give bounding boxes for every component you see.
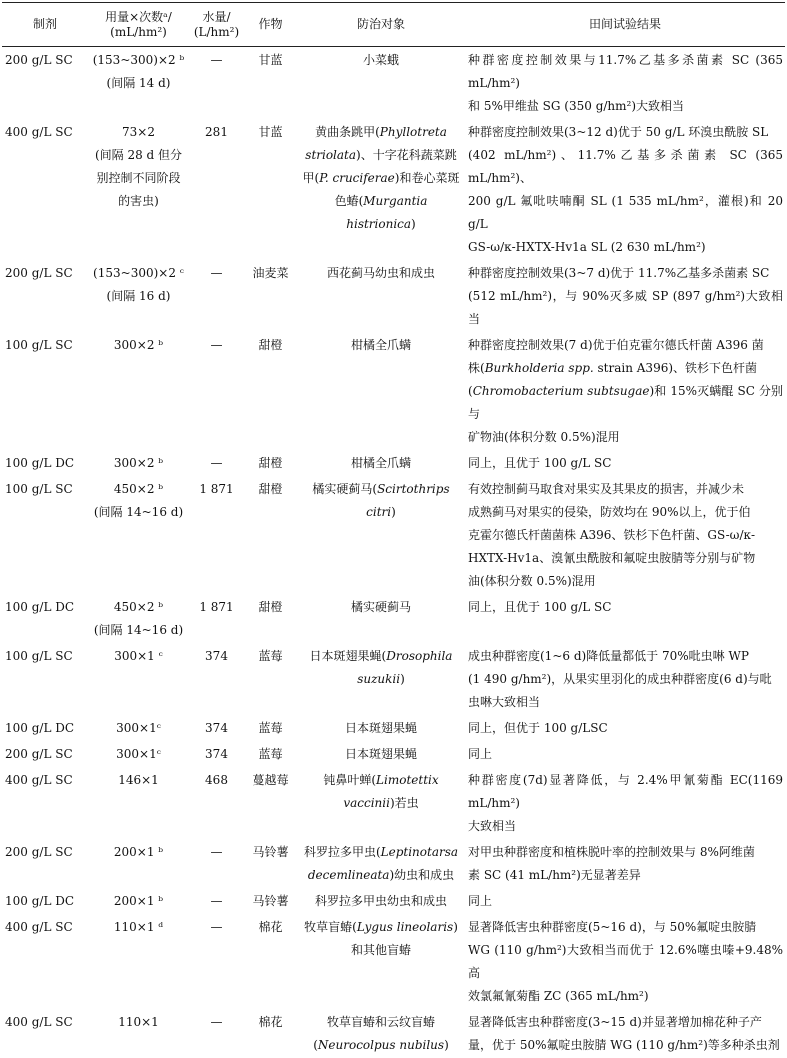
cell-water: —: [210, 920, 223, 934]
result-line: 株(: [468, 361, 485, 375]
cell-crop: 棉花: [258, 920, 283, 934]
result-line: (402 mL/hm²)、11.7%乙基多杀菌素 SC (365 mL/hm²)、: [468, 148, 783, 185]
result-line: 种群密度控制效果与11.7%乙基多杀菌素 SC (365 mL/hm²): [468, 53, 783, 90]
cell-result: [465, 260, 785, 332]
cell-formulation: 400 g/L SC: [5, 773, 73, 787]
result-line: 油(体积分数 0.5%)混用: [468, 574, 596, 588]
target-text: 牧草盲蝽和云纹盲蝽: [326, 1015, 435, 1029]
target-text: 橘实硬蓟马: [350, 600, 411, 614]
target-latin-name: vaccinii: [343, 796, 390, 810]
table-row: [2, 767, 785, 839]
cell-formulation: 200 g/L SC: [5, 53, 73, 67]
target-text: 和其他盲蝽: [350, 943, 411, 957]
cell-target: [297, 643, 465, 715]
cell-result: [465, 450, 785, 476]
cell-target: [297, 332, 465, 450]
result-line: 同上，且优于 100 g/L SC: [468, 600, 612, 614]
target-latin-name: Limotettix: [376, 773, 439, 787]
cell-target: [297, 450, 465, 476]
target-text: 日本斑翅果蝇: [344, 721, 417, 735]
result-line: 同上: [468, 747, 493, 761]
cell-crop: 甜橙: [258, 456, 283, 470]
cell-crop: 蓝莓: [258, 649, 283, 663]
result-line: 有效控制蓟马取食对果实及其果皮的损害，并减少未: [468, 482, 745, 496]
result-line: 量，优于 50%氟啶虫胺腈 WG (110 g/hm²)等多种杀虫剂: [468, 1038, 780, 1052]
result-line: 矿物油(体积分数 0.5%)混用: [468, 430, 620, 444]
result-line: (1 490 g/hm²)，从果实里羽化的成虫种群密度(6 d)与吡: [468, 672, 772, 686]
cell-water: —: [210, 845, 223, 859]
result-line: 种群密度(7d)显著降低，与 2.4%甲氰菊酯 EC(1169 mL/hm²): [468, 773, 783, 810]
cell-dosage: 200×1 ᵇ: [113, 894, 164, 908]
cell-result: [465, 888, 785, 914]
cell-dosage: 450×2 ᵇ (间隔 14~16 d): [93, 600, 184, 637]
cell-dosage: (153~300)×2 ᵇ (间隔 14 d): [92, 53, 185, 90]
header-formulation: 制剂: [2, 3, 88, 47]
result-line: (: [468, 384, 473, 398]
target-text: 钝鼻叶蝉(: [323, 773, 377, 787]
target-latin-name: Lygus lineolaris: [356, 920, 454, 934]
cell-target: [297, 476, 465, 594]
cell-target: [297, 715, 465, 741]
field-trial-table: [2, 2, 785, 1058]
target-text: 小菜蛾: [362, 53, 399, 67]
target-latin-name: suzukii: [357, 672, 401, 686]
result-line: 虫啉大致相当: [468, 695, 541, 709]
target-text: ): [400, 672, 405, 686]
target-latin-name: striolata: [305, 148, 357, 162]
cell-water: 374: [205, 649, 228, 663]
result-line: 大致相当: [468, 819, 517, 833]
table-row: [2, 839, 785, 888]
cell-crop: 蓝莓: [258, 747, 283, 761]
target-latin-name: decemlineata: [307, 868, 390, 882]
target-text: )、十字花科蔬菜跳: [356, 148, 457, 162]
target-latin-name: Neurocolpus nubilus: [317, 1038, 445, 1052]
cell-target: [297, 260, 465, 332]
cell-formulation: 100 g/L DC: [5, 456, 75, 470]
target-text: 黄曲条跳甲(: [315, 125, 380, 139]
cell-target: [297, 767, 465, 839]
cell-result: [465, 839, 785, 888]
table-row: [2, 332, 785, 450]
target-text: ): [444, 1038, 449, 1052]
cell-water: —: [210, 456, 223, 470]
target-text: 科罗拉多甲虫幼虫和成虫: [314, 894, 447, 908]
cell-water: 374: [205, 747, 228, 761]
cell-dosage: 450×2 ᵇ (间隔 14~16 d): [93, 482, 184, 519]
cell-dosage: 300×2 ᵇ: [113, 456, 164, 470]
cell-water: 374: [205, 721, 228, 735]
result-line: HXTX-Hv1a、溴氰虫酰胺和氟啶虫胺腈等分别与矿物: [468, 551, 756, 565]
cell-result: [465, 1009, 785, 1058]
target-text: 柑橘全爪螨: [350, 456, 411, 470]
target-text: 甲(: [302, 171, 320, 185]
header-result: 田间试验结果: [465, 3, 785, 47]
cell-crop: 油麦菜: [252, 266, 289, 280]
cell-formulation: 400 g/L SC: [5, 125, 73, 139]
cell-result: [465, 476, 785, 594]
result-line: (512 mL/hm²)，与 90%灭多威 SP (897 g/hm²)大致相当: [468, 289, 783, 326]
cell-target: [297, 119, 465, 260]
cell-target: [297, 594, 465, 643]
target-text: ): [391, 505, 396, 519]
cell-crop: 马铃薯: [252, 845, 289, 859]
result-latin-name: Chromobacterium subtsugae: [472, 384, 650, 398]
cell-result: [465, 594, 785, 643]
target-text: 科罗拉多甲虫(: [303, 845, 381, 859]
result-line: 和 5%甲维盐 SG (350 g/hm²)大致相当: [468, 99, 685, 113]
header-dosage: 用量×次数ᵃ/ (mL/hm²): [88, 3, 189, 47]
table-row: [2, 450, 785, 476]
cell-dosage: 200×1 ᵇ: [113, 845, 164, 859]
result-line: WG (110 g/hm²)大致相当而优于 12.6%噻虫嗪+9.48%高: [468, 943, 783, 980]
result-line: 同上，但优于 100 g/LSC: [468, 721, 608, 735]
cell-result: [465, 767, 785, 839]
cell-target: [297, 47, 465, 120]
result-line: 同上，且优于 100 g/L SC: [468, 456, 612, 470]
target-text: (: [313, 1038, 318, 1052]
table-row: [2, 715, 785, 741]
target-text: 牧草盲蝽(: [304, 920, 357, 934]
result-line: 效氯氟氰菊酯 ZC (365 mL/hm²): [468, 989, 649, 1003]
cell-dosage: 110×1 ᵈ: [113, 920, 164, 934]
cell-dosage: 110×1: [118, 1015, 159, 1029]
target-text: 色蝽(: [334, 194, 364, 208]
target-text: )幼虫和成虫: [389, 868, 455, 882]
cell-formulation: 400 g/L SC: [5, 920, 73, 934]
cell-formulation: 100 g/L DC: [5, 600, 75, 614]
result-line: 同上: [468, 894, 493, 908]
cell-target: [297, 1009, 465, 1058]
result-line: 成虫种群密度(1~6 d)降低量都低于 70%吡虫啉 WP: [468, 649, 749, 663]
cell-water: 468: [205, 773, 228, 787]
target-text: 日本斑翅果蝇: [344, 747, 417, 761]
cell-crop: 甘蓝: [258, 53, 283, 67]
cell-formulation: 100 g/L SC: [5, 649, 73, 663]
table-row: [2, 888, 785, 914]
target-latin-name: Murgantia histrionica: [346, 194, 428, 231]
result-line: 显著降低害虫种群密度(3~15 d)并显著增加棉花种子产: [468, 1015, 762, 1029]
target-text: 西花蓟马幼虫和成虫: [326, 266, 435, 280]
result-line: 成熟蓟马对果实的侵染，防效均在 90%以上，优于伯: [468, 505, 751, 519]
target-text: 日本斑翅果蝇(: [309, 649, 387, 663]
target-latin-name: Leptinotarsa: [380, 845, 459, 859]
cell-dosage: 146×1: [118, 773, 159, 787]
result-line: 种群密度控制效果(7 d)优于伯克霍尔德氏杆菌 A396 菌: [468, 338, 764, 352]
cell-crop: 蔓越莓: [252, 773, 289, 787]
cell-water: —: [210, 266, 223, 280]
header-water: 水量/ (L/hm²): [189, 3, 244, 47]
target-text: 橘实硬蓟马(: [312, 482, 378, 496]
target-text: )若虫: [389, 796, 419, 810]
cell-formulation: 100 g/L SC: [5, 338, 73, 352]
header-target: 防治对象: [297, 3, 465, 47]
cell-formulation: 400 g/L SC: [5, 1015, 73, 1029]
cell-formulation: 100 g/L DC: [5, 721, 75, 735]
cell-water: 281: [205, 125, 228, 139]
table-row: [2, 1009, 785, 1058]
cell-formulation: 200 g/L SC: [5, 266, 73, 280]
cell-crop: 马铃薯: [252, 894, 289, 908]
cell-crop: 甜橙: [258, 600, 283, 614]
target-latin-name: P. cruciferae: [319, 171, 395, 185]
cell-dosage: 300×1ᶜ: [116, 721, 161, 735]
cell-result: [465, 47, 785, 120]
cell-dosage: 300×1ᶜ: [116, 747, 161, 761]
cell-result: [465, 914, 785, 1009]
cell-target: [297, 741, 465, 767]
table-row: [2, 260, 785, 332]
cell-water: —: [210, 338, 223, 352]
cell-water: —: [210, 894, 223, 908]
target-latin-name: Scirtothrips: [377, 482, 450, 496]
cell-result: [465, 119, 785, 260]
cell-result: [465, 332, 785, 450]
cell-formulation: 100 g/L DC: [5, 894, 75, 908]
target-text: ): [411, 217, 416, 231]
result-line: GS-ω/κ-HXTX-Hv1a SL (2 630 mL/hm²): [468, 240, 706, 254]
table-row: [2, 594, 785, 643]
cell-dosage: (153~300)×2 ᶜ (间隔 16 d): [93, 266, 184, 303]
target-latin-name: citri: [366, 505, 392, 519]
table-row: [2, 47, 785, 120]
cell-crop: 甜橙: [258, 338, 283, 352]
target-latin-name: Phyllotreta: [379, 125, 447, 139]
cell-target: [297, 839, 465, 888]
table-row: [2, 119, 785, 260]
header-crop: 作物: [244, 3, 297, 47]
cell-result: [465, 715, 785, 741]
result-latin-name: Burkholderia spp.: [484, 361, 594, 375]
target-latin-name: Drosophila: [386, 649, 453, 663]
cell-water: —: [210, 53, 223, 67]
cell-formulation: 100 g/L SC: [5, 482, 73, 496]
cell-target: [297, 888, 465, 914]
table-row: [2, 914, 785, 1009]
result-line: 素 SC (41 mL/hm²)无显著差异: [468, 868, 641, 882]
target-text: 柑橘全爪螨: [350, 338, 411, 352]
cell-crop: 蓝莓: [258, 721, 283, 735]
result-line: 200 g/L 氟吡呋喃酮 SL (1 535 mL/hm²，灌根)和 20 g/L: [468, 194, 783, 231]
result-line: )和 15%灭螨醌 SC 分别与: [468, 384, 783, 421]
cell-crop: 甘蓝: [258, 125, 283, 139]
cell-water: 1 871: [199, 482, 234, 496]
cell-crop: 棉花: [258, 1015, 283, 1029]
cell-dosage: 300×1 ᶜ: [114, 649, 163, 663]
result-line: 显著降低害虫种群密度(5~16 d)，与 50%氟啶虫胺腈: [468, 920, 757, 934]
header-row: [2, 3, 785, 47]
target-text: ): [453, 920, 458, 934]
table-row: [2, 476, 785, 594]
table-row: [2, 741, 785, 767]
result-line: 种群密度控制效果(3~7 d)优于 11.7%乙基多杀菌素 SC: [468, 266, 770, 280]
result-line: 克霍尔德氏杆菌菌株 A396、铁杉下色杆菌、GS-ω/κ-: [468, 528, 756, 542]
cell-dosage: 300×2 ᵇ: [113, 338, 164, 352]
cell-crop: 甜橙: [258, 482, 283, 496]
cell-formulation: 200 g/L SC: [5, 845, 73, 859]
cell-water: 1 871: [199, 600, 234, 614]
result-line: strain A396)、铁杉下色杆菌: [593, 361, 758, 375]
cell-water: —: [210, 1015, 223, 1029]
cell-result: [465, 643, 785, 715]
cell-target: [297, 914, 465, 1009]
cell-result: [465, 741, 785, 767]
target-text: )和卷心菜斑: [394, 171, 460, 185]
result-line: 种群密度控制效果(3~12 d)优于 50 g/L 环溴虫酰胺 SL: [468, 125, 769, 139]
table-row: [2, 643, 785, 715]
result-line: 对甲虫种群密度和植株脱叶率的控制效果与 8%阿维菌: [468, 845, 755, 859]
cell-formulation: 200 g/L SC: [5, 747, 73, 761]
cell-dosage: 73×2 (间隔 28 d 但分 别控制不同阶段 的害虫): [94, 125, 183, 208]
